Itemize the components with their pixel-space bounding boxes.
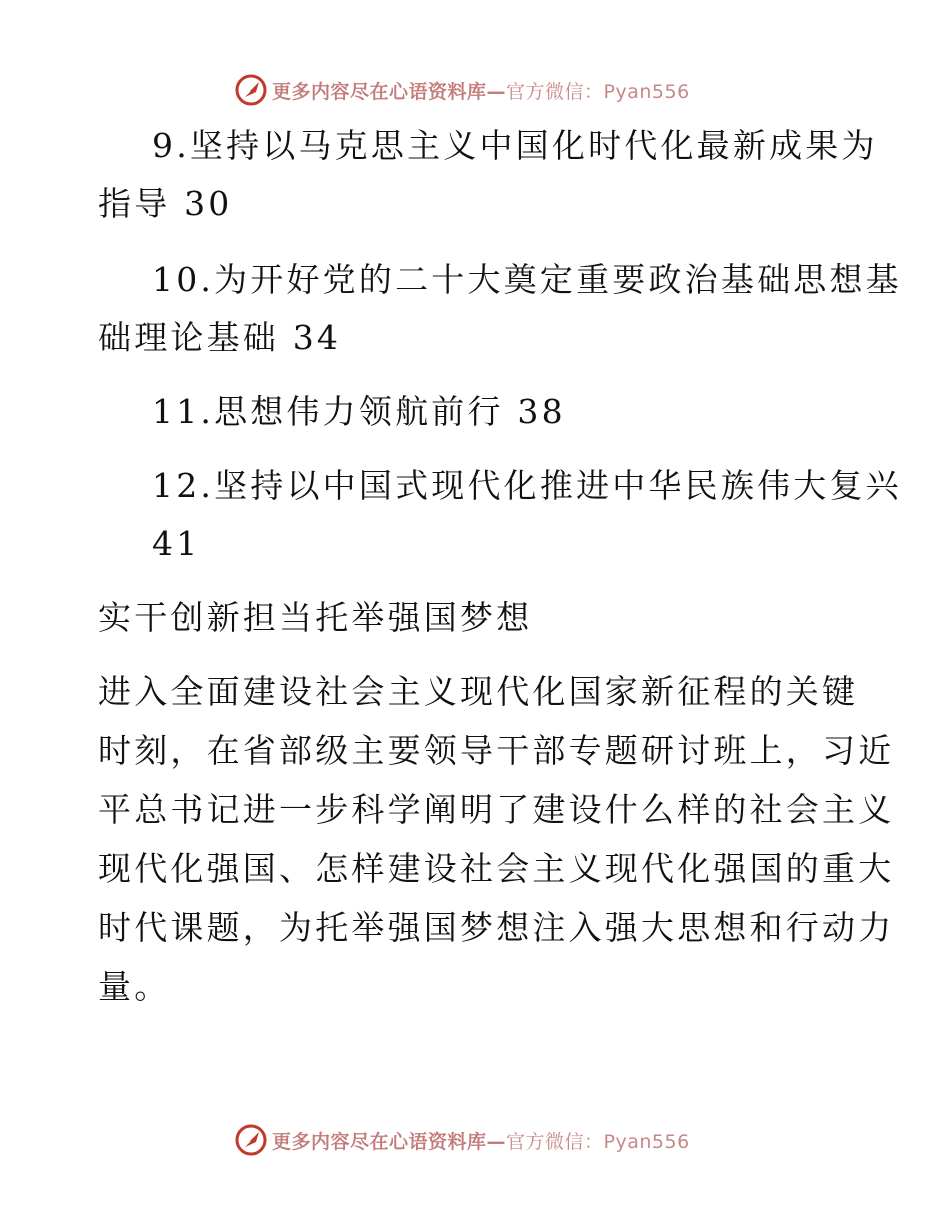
footer-watermark bbox=[234, 1122, 690, 1158]
watermark-text: 更多内容尽在心语资料库—官方微信：Pyan556 bbox=[272, 1130, 690, 1153]
toc-entry-11-line1: 11.思想伟力领航前行 38 bbox=[152, 392, 566, 431]
article-body-line: 进入全面建设社会主义现代化国家新征程的关键 bbox=[98, 672, 859, 711]
article-title: 实干创新担当托举强国梦想 bbox=[98, 598, 533, 637]
article-body-line: 现代化强国、怎样建设社会主义现代化强国的重大 bbox=[98, 849, 895, 888]
quill-logo-icon bbox=[234, 1123, 268, 1157]
article-body-line: 量。 bbox=[98, 967, 171, 1006]
quill-logo-icon bbox=[234, 73, 268, 107]
toc-entry-9-line2: 指导 30 bbox=[98, 184, 233, 223]
watermark-text: 更多内容尽在心语资料库—官方微信：Pyan556 bbox=[272, 80, 690, 103]
toc-entry-10-line2: 础理论基础 34 bbox=[98, 318, 342, 357]
toc-entry-9-line1: 9.坚持以马克思主义中国化时代化最新成果为 bbox=[152, 126, 878, 165]
article-body-line: 时刻，在省部级主要领导干部专题研讨班上，习近 bbox=[98, 731, 895, 770]
article-body-line: 平总书记进一步科学阐明了建设什么样的社会主义 bbox=[98, 790, 895, 829]
toc-entry-10-line1: 10.为开好党的二十大奠定重要政治基础思想基 bbox=[152, 260, 902, 299]
toc-entry-12-line1: 12.坚持以中国式现代化推进中华民族伟大复兴 bbox=[152, 466, 902, 505]
article-body-line: 时代课题，为托举强国梦想注入强大思想和行动力 bbox=[98, 908, 895, 947]
toc-entry-12-line2: 41 bbox=[152, 524, 201, 563]
header-watermark bbox=[234, 72, 690, 108]
